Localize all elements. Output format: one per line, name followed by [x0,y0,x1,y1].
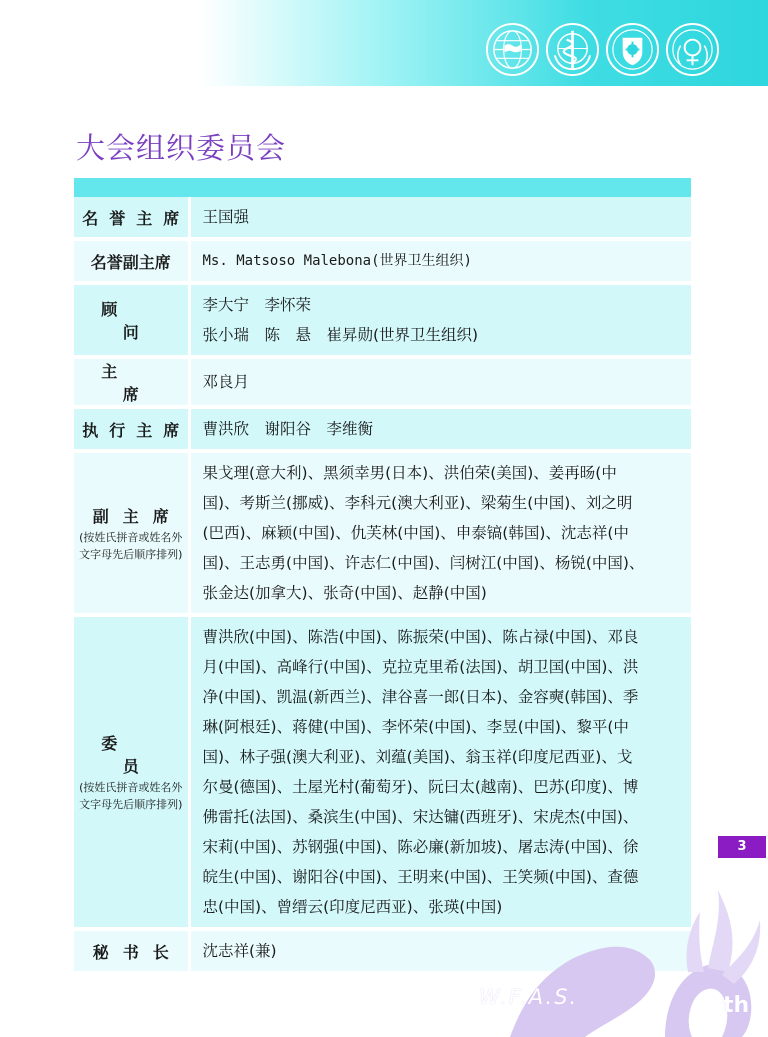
row-advisor [74,283,691,357]
row-honorary-chair [74,197,691,239]
logo-group [485,22,720,77]
page-title: 大会组织委员会 [76,131,287,165]
member-list-line: 净(中国)、凯温(新西兰)、津谷喜一郎(日本)、金容奭(韩国)、季 [202,688,639,706]
table-header-bar [74,178,691,197]
member-list-line: 果戈理(意大利)、黑须幸男(日本)、洪伯荣(美国)、姜再旸(中 [202,464,617,482]
role-label: 主席 [101,362,182,404]
row-vice-chairs [74,451,691,615]
member-list-line: 曹洪欣(中国)、陈浩(中国)、陈振荣(中国)、陈占禄(中国)、邓良 [202,628,639,646]
member-list-line: 皖生(中国)、谢阳谷(中国)、王明来(中国)、王笑频(中国)、查德 [202,868,639,886]
who-emblem-icon [545,22,600,77]
row-chair [74,357,691,407]
role-label: 名誉主席 [82,208,191,228]
member-list-line: 琳(阿根廷)、蒋健(中国)、李怀荣(中国)、李昱(中国)、黎平(中 [202,718,629,736]
member-list-line: 月(中国)、高峰行(中国)、克拉克里希(法国)、胡卫国(中国)、洪 [202,658,639,676]
role-label: 副主席 [92,506,183,526]
sort-order-note: (按姓氏拼音或姓名外文字母先后顺序排列) [79,781,183,811]
committee-table [74,178,691,975]
row-honorary-vice-chair [74,239,691,283]
member-list: 曹洪欣 谢阳谷 李维衡 [202,420,374,438]
role-label: 执行主席 [82,420,191,440]
role-label: 顾问 [101,300,182,342]
member-list-line: 李大宁 李怀荣 [202,296,312,314]
page-number-tab: 3 [718,836,766,858]
member-list-line: 尔曼(德国)、土屋光村(葡萄牙)、阮曰太(越南)、巴苏(印度)、博 [202,778,639,796]
member-list-line: 国)、考斯兰(挪威)、李科元(澳大利亚)、梁菊生(中国)、刘之明 [202,494,633,512]
association-emblem-icon [665,22,720,77]
member-list: 王国强 [202,208,250,226]
anniversary-th-text: th [723,993,750,1018]
member-list-line: 佛雷托(法国)、桑滨生(中国)、宋达镛(西班牙)、宋虎杰(中国)、 [202,808,639,826]
wfas-globe-logo-icon [485,22,540,77]
member-list: 邓良月 [202,373,250,391]
role-label: 名誉副主席 [90,252,171,272]
member-list-line: 国)、王志勇(中国)、许志仁(中国)、闫树江(中国)、杨锐(中国)、 [202,554,645,572]
row-executive-chair [74,407,691,451]
member-list-line: 国)、林子强(澳大利亚)、刘蕴(美国)、翁玉祥(印度尼西亚)、戈 [202,748,633,766]
member-list-line: 宋莉(中国)、苏钢强(中国)、陈必廉(新加坡)、屠志涛(中国)、徐 [202,838,639,856]
member-list-line: 忠(中国)、曾缙云(印度尼西亚)、张瑛(中国) [202,898,503,916]
shield-emblem-icon [605,22,660,77]
role-label: 委员 [101,734,182,776]
member-list-line: 张小瑞 陈 悬 崔昇勋(世界卫生组织) [202,326,479,344]
role-label: 秘书长 [92,942,183,962]
member-list: 沈志祥(兼) [202,942,277,960]
sort-order-note: (按姓氏拼音或姓名外文字母先后顺序排列) [79,530,183,561]
header-band [0,0,768,86]
member-list-line: (巴西)、麻颖(中国)、仇芙林(中国)、申泰镐(韩国)、沈志祥(中 [202,524,629,542]
member-list: Ms. Matsoso Malebona(世界卫生组织) [202,253,472,269]
member-list-line: 张金达(加拿大)、张奇(中国)、赵静(中国) [202,584,487,602]
anniversary-20-watermark-icon [460,860,768,1037]
wfas-text: W.F.A.S. [479,985,579,1009]
